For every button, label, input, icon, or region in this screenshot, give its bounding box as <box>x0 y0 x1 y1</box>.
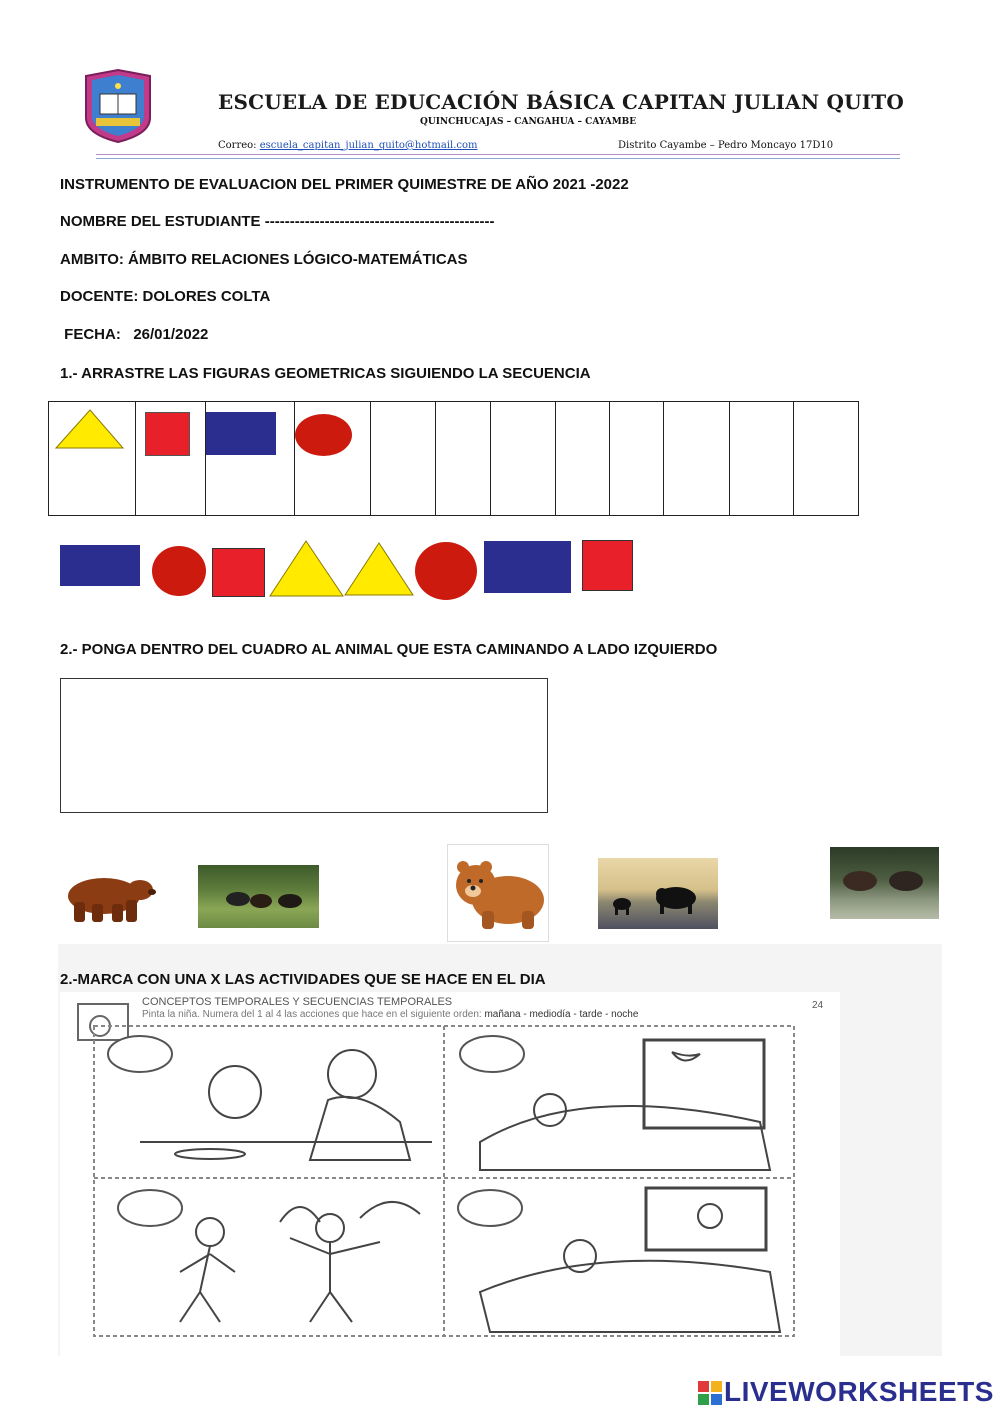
sequence-table <box>48 401 859 516</box>
fecha-line: FECHA: 26/01/2022 <box>60 326 209 343</box>
school-name: ESCUELA DE EDUCACIÓN BÁSICA CAPITAN JULIAN QUITO <box>218 90 904 114</box>
district: Distrito Cayambe – Pedro Moncayo 17D10 <box>618 140 834 151</box>
draggable-triangle-yellow[interactable] <box>268 538 346 598</box>
answer-circle <box>108 1036 172 1072</box>
ambito-line: AMBITO: ÁMBITO RELACIONES LÓGICO-MATEMÁTICAS <box>60 251 468 268</box>
sequence-drop-cell[interactable] <box>730 402 794 515</box>
rectangle-shape <box>206 412 276 455</box>
email-label: Correo: <box>218 140 257 151</box>
oval-shape <box>295 414 352 456</box>
question-1: 1.- ARRASTRE LAS FIGURAS GEOMETRICAS SIGUIENDO LA SECUENCIA <box>60 365 591 382</box>
bears-at-sunset-photo[interactable] <box>598 858 718 929</box>
docente-line: DOCENTE: DOLORES COLTA <box>60 288 271 305</box>
page-number: 24 <box>812 1000 824 1011</box>
header-divider-secondary <box>96 158 900 159</box>
draggable-square-red[interactable] <box>212 548 265 597</box>
sequence-drop-cell[interactable] <box>556 402 610 515</box>
worksheet-heading: CONCEPTOS TEMPORALES Y SECUENCIAS TEMPORALES <box>142 996 453 1008</box>
triangle-shape <box>56 410 123 448</box>
header-divider <box>96 154 900 155</box>
email-line <box>218 140 478 151</box>
instruction-text: Pinta la niña. Numera del 1 al 4 las acciones que hace en el siguiente orden: <box>142 1009 482 1020</box>
liveworksheets-logo-icon <box>698 1381 722 1405</box>
bear-family-photo[interactable] <box>198 865 319 928</box>
draggable-circle-red[interactable] <box>415 542 477 600</box>
sequence-cell <box>295 402 371 515</box>
square-shape <box>145 412 190 456</box>
draggable-square-red[interactable] <box>582 540 633 591</box>
sequence-cell <box>206 402 295 515</box>
draggable-rectangle-blue[interactable] <box>484 541 571 593</box>
liveworksheets-watermark: LIVEWORKSHEETS <box>724 1376 994 1407</box>
two-bears-forest-photo[interactable] <box>830 847 939 919</box>
email-link[interactable]: escuela_capitan_julian_quito@hotmail.com <box>259 140 478 151</box>
draggable-circle-red[interactable] <box>152 546 206 596</box>
draggable-triangle-yellow[interactable] <box>343 540 415 597</box>
student-name-line: NOMBRE DEL ESTUDIANTE ---------------------------------------------- <box>60 213 495 230</box>
sequence-drop-cell[interactable] <box>436 402 491 515</box>
instrument-title: INSTRUMENTO DE EVALUACION DEL PRIMER QUIMESTRE DE AÑO 2021 -2022 <box>60 176 629 193</box>
school-logo <box>80 68 156 144</box>
draggable-rectangle-blue[interactable] <box>60 545 140 586</box>
bear-walking-right-image[interactable] <box>60 870 156 924</box>
instruction-order: mañana - mediodía - tarde - noche <box>484 1009 639 1020</box>
daily-activities-worksheet <box>60 992 840 1357</box>
sequence-drop-cell[interactable] <box>664 402 730 515</box>
sequence-drop-cell[interactable] <box>794 402 858 515</box>
sequence-cell <box>49 402 136 515</box>
question-2: 2.- PONGA DENTRO DEL CUADRO AL ANIMAL QUE ESTA CAMINANDO A LADO IZQUIERDO <box>60 641 718 658</box>
worksheet-instruction <box>142 1009 638 1020</box>
cartoon-bear-image[interactable] <box>447 844 549 942</box>
sequence-drop-cell[interactable] <box>610 402 664 515</box>
answer-circle <box>458 1190 522 1226</box>
school-location: QUINCHUCAJAS – CANGAHUA – CAYAMBE <box>420 117 637 127</box>
answer-circle <box>460 1036 524 1072</box>
sequence-cell <box>136 402 206 515</box>
animal-drop-box[interactable] <box>60 678 548 813</box>
sequence-drop-cell[interactable] <box>491 402 556 515</box>
answer-circle <box>118 1190 182 1226</box>
sequence-drop-cell[interactable] <box>371 402 436 515</box>
question-3: 2.-MARCA CON UNA X LAS ACTIVIDADES QUE SE HACE EN EL DIA <box>60 971 546 988</box>
